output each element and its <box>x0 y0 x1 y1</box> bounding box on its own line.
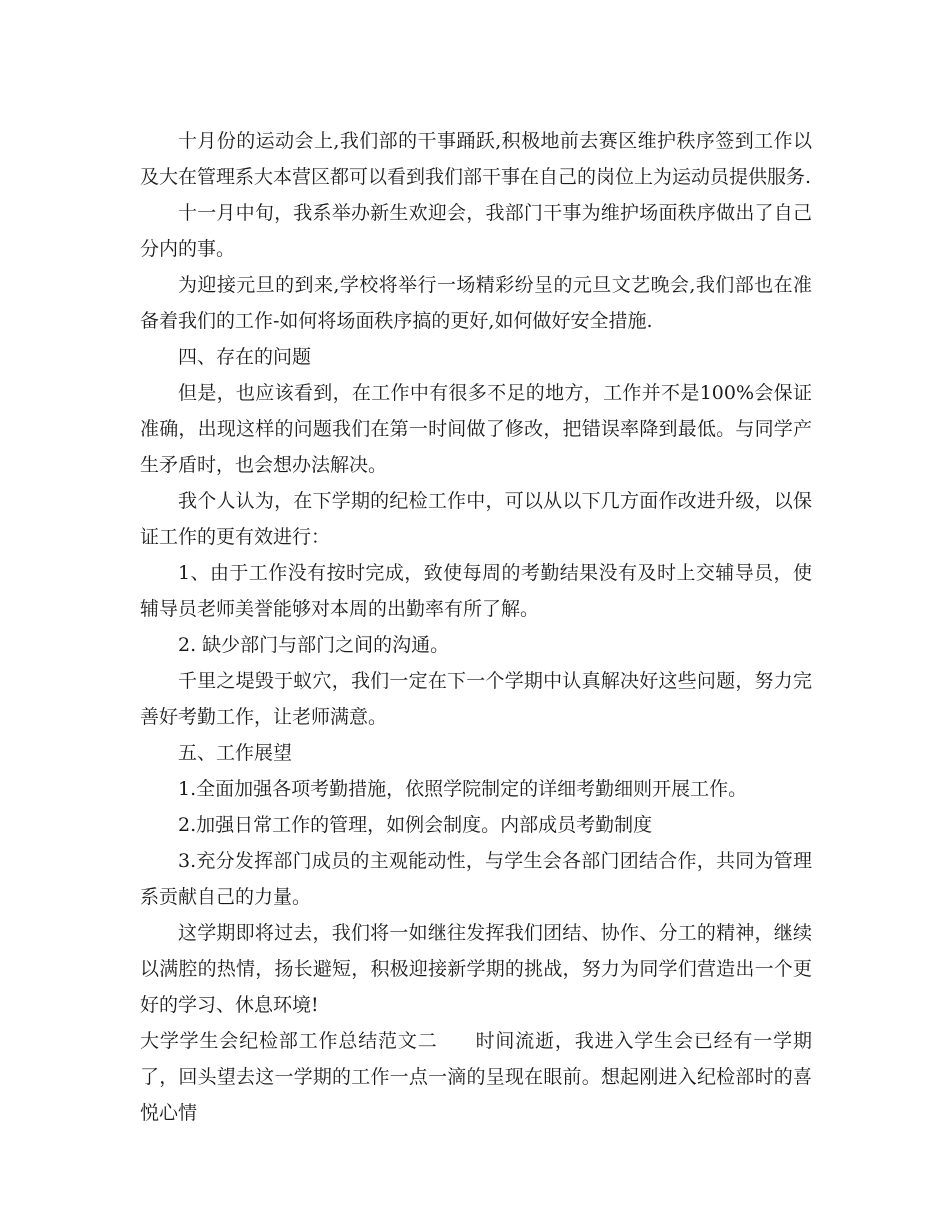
sample-two-title: 大学学生会纪检部工作总结范文二 <box>140 1030 438 1052</box>
section-heading-problems: 四、存在的问题 <box>178 346 312 368</box>
paragraph-new-year-gala: 为迎接元旦的到来,学校将举行一场精彩纷呈的元旦文艺晚会,我们部也在准备着我们的工作-如何将场面秩序搞的更好,如何做好安全措施. <box>140 274 812 332</box>
section-heading-outlook: 五、工作展望 <box>178 742 293 764</box>
document-body <box>140 123 812 1131</box>
paragraph-problem-2: 2. 缺少部门与部门之间的沟通。 <box>178 634 450 656</box>
paragraph-sample-two <box>140 1023 812 1131</box>
paragraph-outlook-1: 1.全面加强各项考勤措施，依照学院制定的详细考勤细则开展工作。 <box>178 778 748 800</box>
paragraph-sports-meet: 十月份的运动会上,我们部的干事踊跃,积极地前去赛区维护秩序签到工作以及大在管理系大本营区都可以看到我们部干事在自己的岗位上为运动员提供服务. <box>140 130 812 188</box>
paragraph-outlook-2: 2.加强日常工作的管理，如例会制度。内部成员考勤制度 <box>178 814 653 836</box>
sample-two-text: 时间流逝，我进入学生会已经有一学期了，回头望去这一学期的工作一点一滴的呈现在眼前。想起刚进入纪检部时的喜悦心情 <box>140 1030 812 1124</box>
paragraph-problem-1: 1、由于工作没有按时完成，致使每周的考勤结果没有及时上交辅导员，使辅导员老师美誉能够对本周的出勤率有所了解。 <box>140 562 812 620</box>
paragraph-welcome-party: 十一月中旬，我系举办新生欢迎会，我部门干事为维护场面秩序做出了自己分内的事。 <box>140 202 812 260</box>
paragraph-resolution: 千里之堤毁于蚁穴，我们一定在下一个学期中认真解决好这些问题，努力完善好考勤工作，让老师满意。 <box>140 670 812 728</box>
paragraph-shortcomings: 但是，也应该看到，在工作中有很多不足的地方，工作并不是100%会保证准确，出现这样的问题我们在第一时间做了修改，把错误率降到最低。与同学产生矛盾时，也会想办法解决。 <box>140 382 812 476</box>
paragraph-closing: 这学期即将过去，我们将一如继往发挥我们团结、协作、分工的精神，继续以满腔的热情，扬长避短，积极迎接新学期的挑战，努力为同学们营造出一个更好的学习、休息环境! <box>140 922 812 1016</box>
paragraph-outlook-3: 3.充分发挥部门成员的主观能动性，与学生会各部门团结合作，共同为管理系贡献自己的力量。 <box>140 850 812 908</box>
paragraph-improvement-intro: 我个人认为，在下学期的纪检工作中，可以从以下几方面作改进升级，以保证工作的更有效进行： <box>140 490 812 548</box>
